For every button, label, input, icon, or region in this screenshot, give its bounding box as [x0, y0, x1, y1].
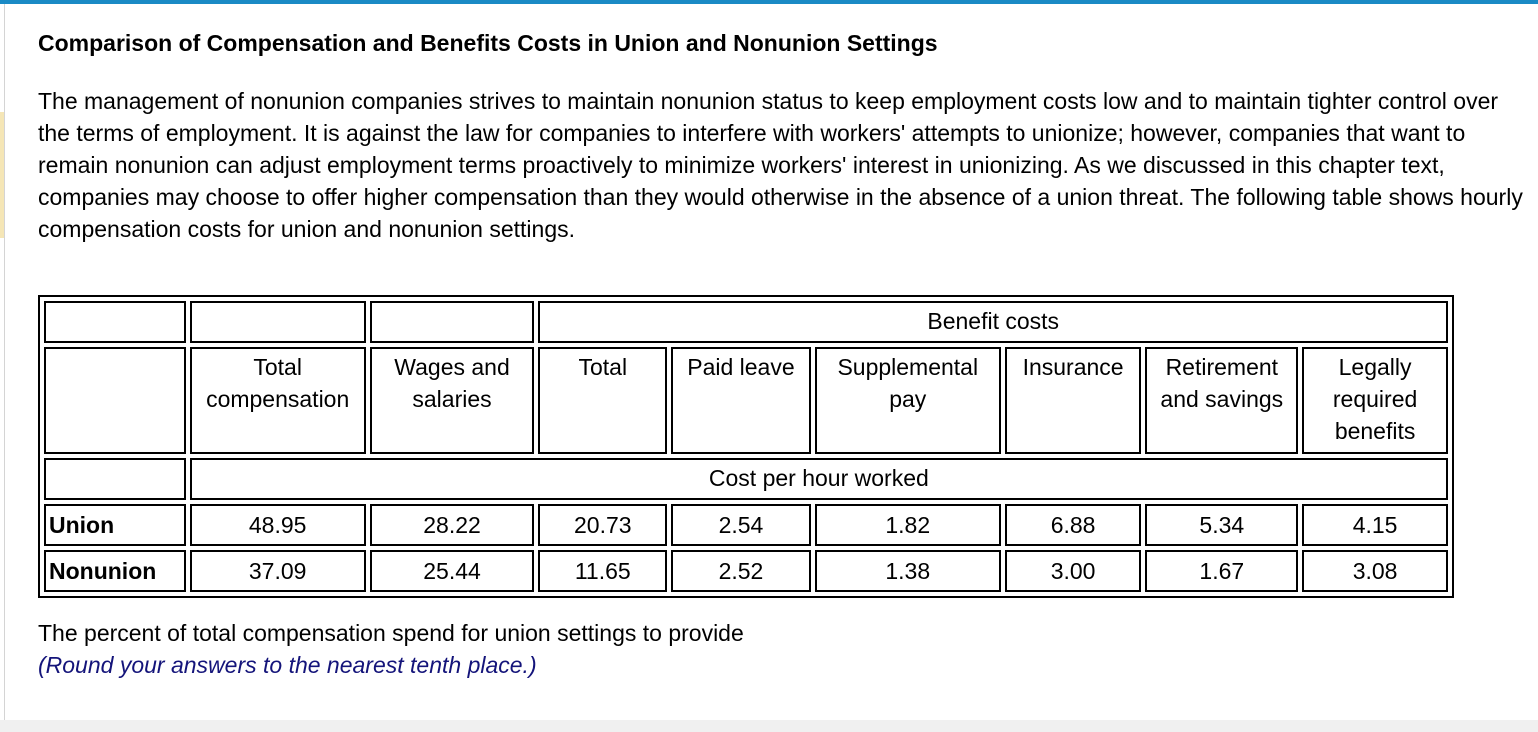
- left-border: [4, 4, 5, 720]
- cost-per-hour-header: Cost per hour worked: [190, 458, 1448, 500]
- rounding-hint: (Round your answers to the nearest tenth place.): [38, 652, 537, 678]
- cell-union-supplemental-pay: 1.82: [815, 504, 1001, 546]
- cell-union-wages-salaries: 28.22: [370, 504, 535, 546]
- compensation-table: [38, 295, 1454, 598]
- cell-union-insurance: 6.88: [1005, 504, 1142, 546]
- intro-paragraph: The management of nonunion companies strives to maintain nonunion status to keep employment costs low and to maintain tighter control over the terms of employment. It is against the law for companies to interfere with workers' attempts to unionize; however, companies that want to remain nonunion can adjust employment terms proactively to minimize workers' interest in unionizing. As we discussed in this chapter text, companies may choose to offer higher compensation than they would otherwise in the absence of a union threat. The following table shows hourly compensation costs for union and nonunion settings.: [38, 88, 1523, 242]
- cell-nonunion-legally-required: 3.08: [1302, 550, 1448, 592]
- cell-nonunion-supplemental-pay: 1.38: [815, 550, 1001, 592]
- benefit-costs-header: Benefit costs: [538, 301, 1448, 343]
- cell-nonunion-benefit-total: 11.65: [538, 550, 667, 592]
- left-highlight-marker: [0, 112, 4, 238]
- cell-nonunion-insurance: 3.00: [1005, 550, 1142, 592]
- header-insurance: Insurance: [1005, 347, 1142, 454]
- top-accent-bar: [0, 0, 1538, 4]
- empty-cell: [370, 301, 535, 343]
- cell-union-benefit-total: 20.73: [538, 504, 667, 546]
- table-row-nonunion: [44, 550, 1448, 592]
- table-row-benefit-header: [44, 301, 1448, 343]
- header-paid-leave: Paid leave: [671, 347, 811, 454]
- header-benefit-total: Total: [538, 347, 667, 454]
- cell-nonunion-wages-salaries: 25.44: [370, 550, 535, 592]
- header-supplemental-pay: Supplemental pay: [815, 347, 1001, 454]
- page-title: Comparison of Compensation and Benefits Costs in Union and Nonunion Settings: [38, 30, 938, 56]
- row-label-nonunion: Nonunion: [44, 550, 186, 592]
- question-text: The percent of total compensation spend for union settings to provide: [38, 620, 744, 646]
- header-wages-salaries: Wages and salaries: [370, 347, 535, 454]
- table-row-union: [44, 504, 1448, 546]
- row-label-union: Union: [44, 504, 186, 546]
- bottom-strip: [0, 720, 1538, 732]
- cell-union-paid-leave: 2.54: [671, 504, 811, 546]
- cell-nonunion-total-compensation: 37.09: [190, 550, 366, 592]
- header-total-compensation: Total compensation: [190, 347, 366, 454]
- cell-union-total-compensation: 48.95: [190, 504, 366, 546]
- cell-nonunion-retirement-savings: 1.67: [1145, 550, 1298, 592]
- empty-cell: [44, 301, 186, 343]
- empty-cell: [44, 458, 186, 500]
- table-row-unit-header: [44, 458, 1448, 500]
- table-row-column-headers: [44, 347, 1448, 454]
- empty-cell: [44, 347, 186, 454]
- cell-nonunion-paid-leave: 2.52: [671, 550, 811, 592]
- cell-union-legally-required: 4.15: [1302, 504, 1448, 546]
- empty-cell: [190, 301, 366, 343]
- cell-union-retirement-savings: 5.34: [1145, 504, 1298, 546]
- header-retirement-savings: Retirement and savings: [1145, 347, 1298, 454]
- header-legally-required: Legally required benefits: [1302, 347, 1448, 454]
